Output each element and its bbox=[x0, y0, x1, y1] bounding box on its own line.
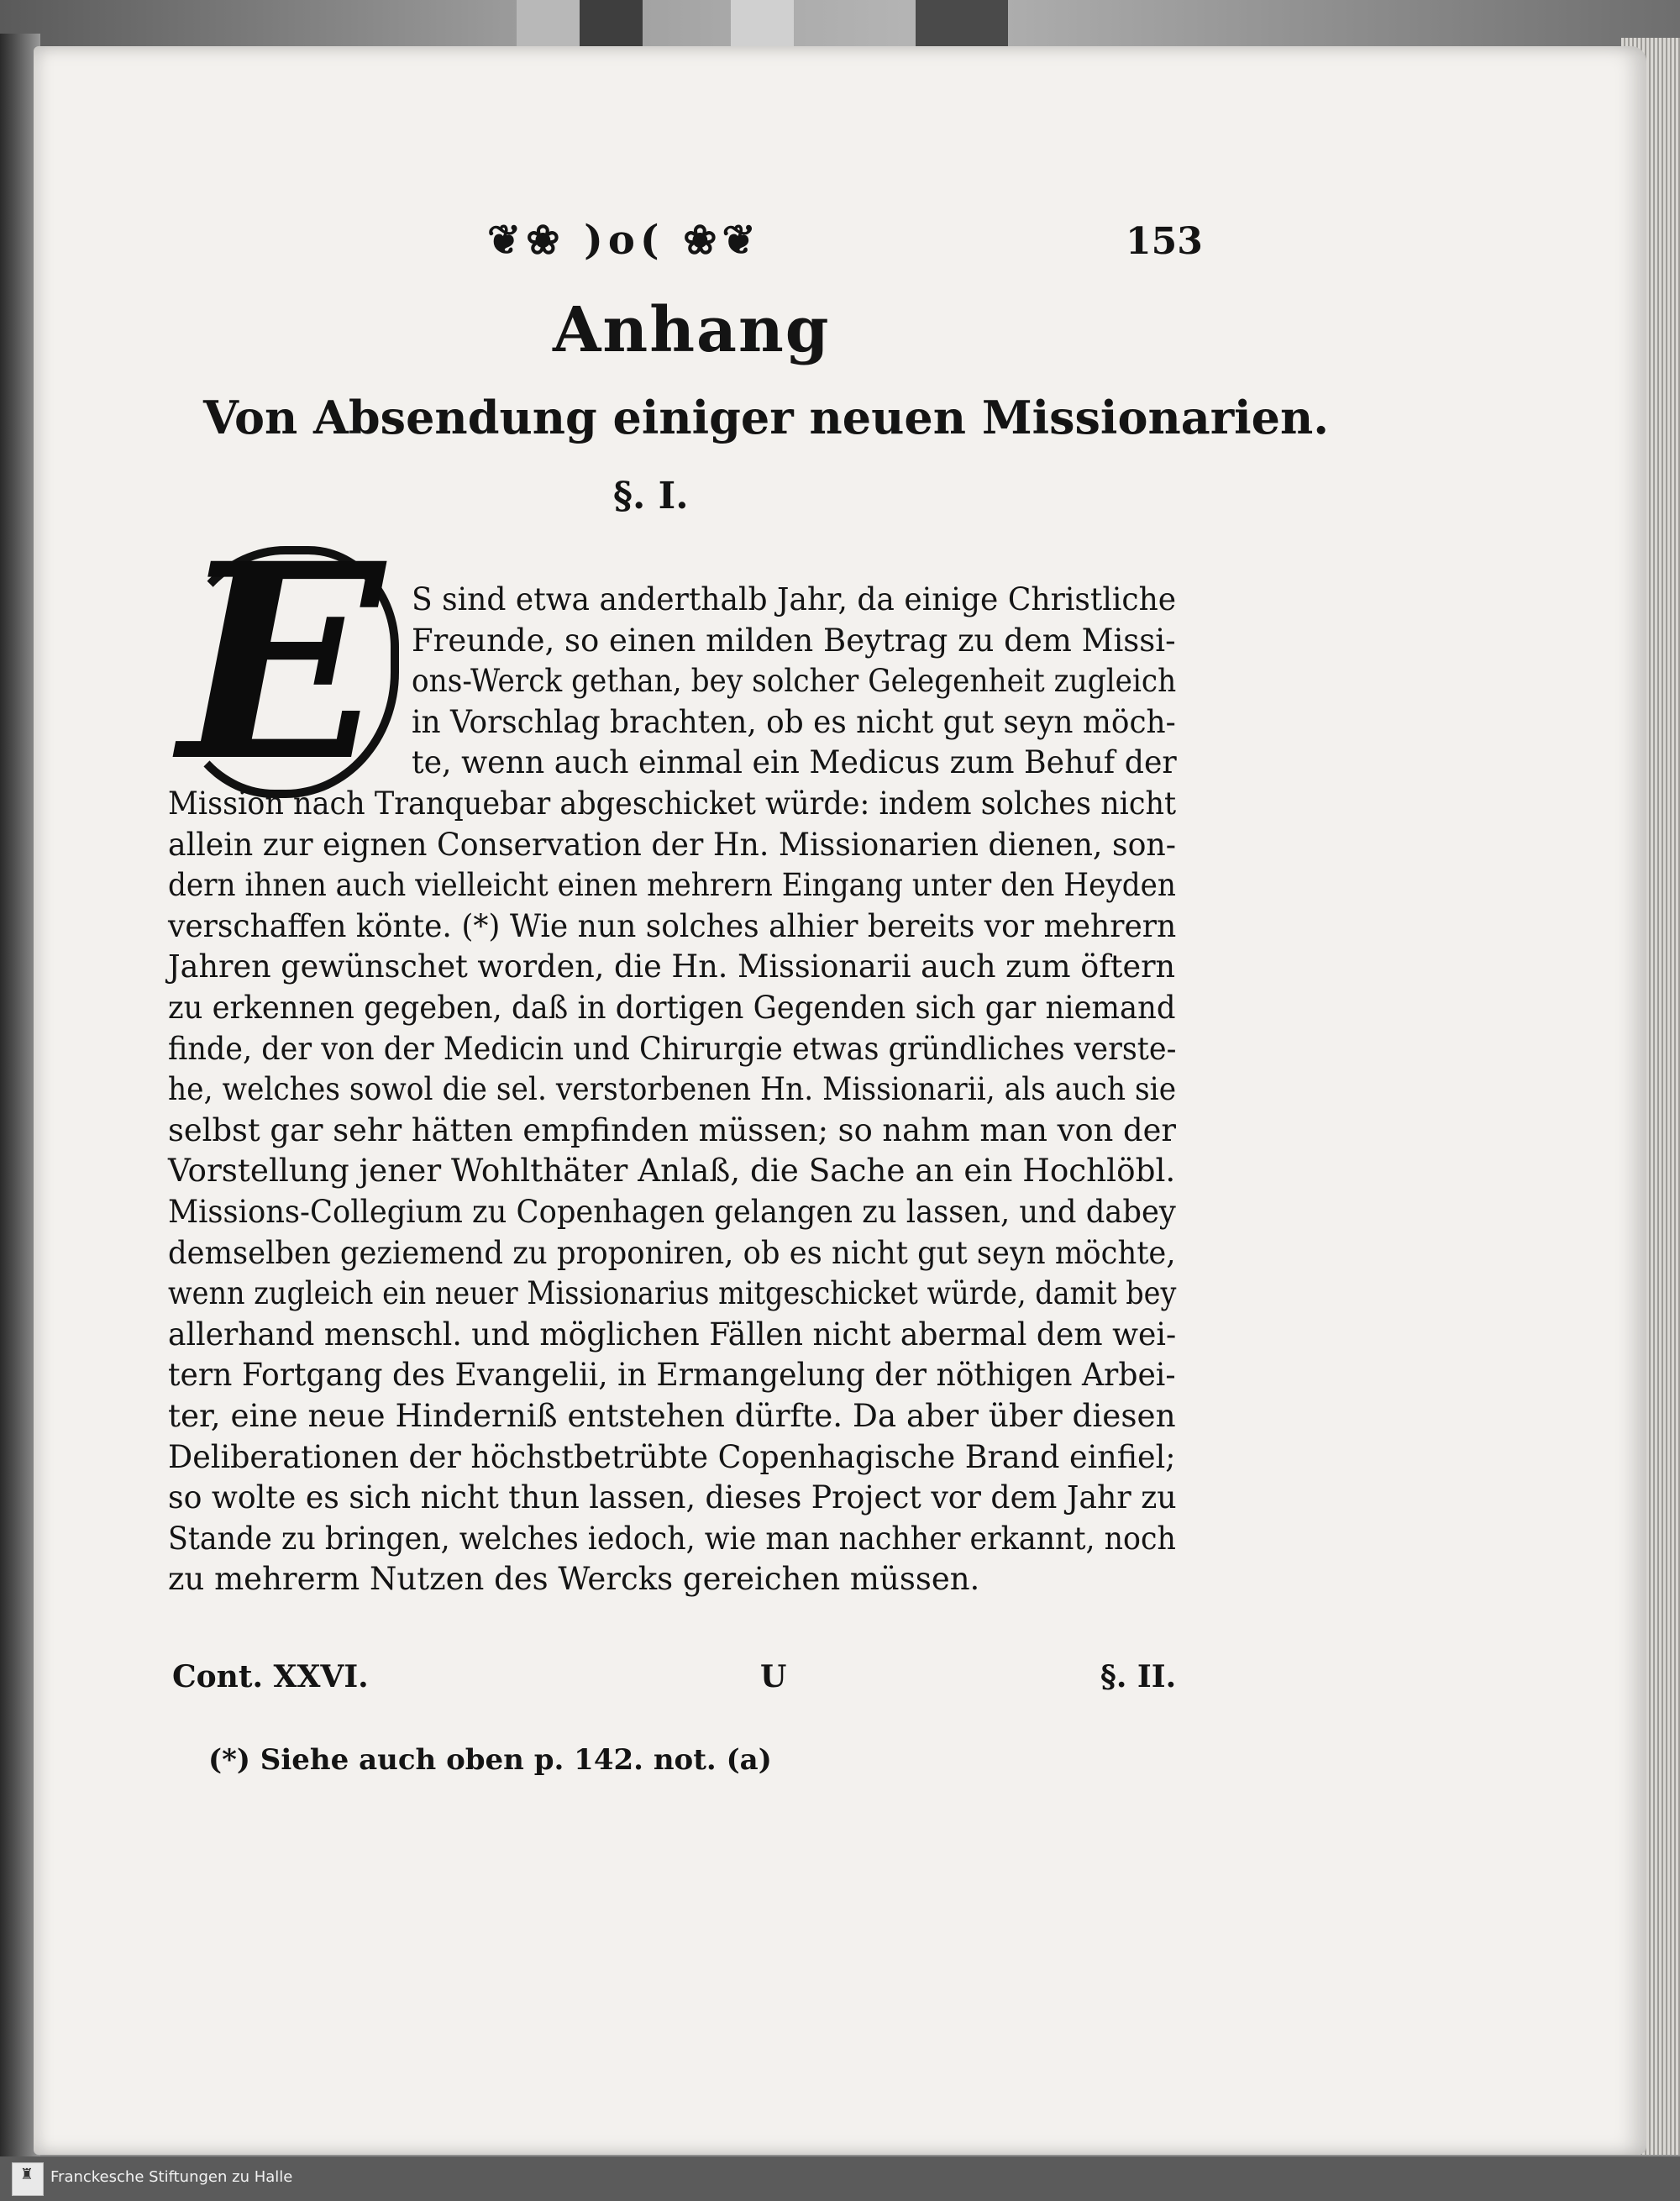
signature-letter: U bbox=[760, 1659, 787, 1694]
running-head: ❦❀ )o( ❀❦ bbox=[487, 217, 761, 264]
body-line: dern ihnen auch vielleicht einen mehrern Eingang unter den Heyden bbox=[168, 867, 1176, 904]
body-line: wenn zugleich ein neuer Missionarius mitgeschicket würde, damit bey bbox=[168, 1275, 1177, 1312]
chapter-subheading: Von Absendung einiger neuen Missionarien. bbox=[203, 391, 1330, 444]
body-line: tern Fortgang des Evangelii, in Ermangelung der nöthigen Arbei- bbox=[168, 1357, 1176, 1394]
body-line: Stande zu bringen, welches iedoch, wie man nachher erkannt, noch bbox=[168, 1520, 1176, 1557]
calibration-patch bbox=[916, 0, 1008, 52]
body-line: zu mehrerm Nutzen des Wercks gereichen müssen. bbox=[168, 1561, 980, 1598]
calibration-patch bbox=[517, 0, 580, 52]
chapter-heading: Anhang bbox=[553, 294, 831, 366]
body-line: so wolte es sich nicht thun lassen, dieses Project vor dem Jahr zu bbox=[168, 1479, 1177, 1516]
body-line: Jahren gewünschet worden, die Hn. Missionarii auch zum öftern bbox=[168, 948, 1176, 985]
calibration-patch bbox=[580, 0, 643, 52]
body-line: demselben geziemend zu proponiren, ob es nicht gut seyn möchte, bbox=[168, 1234, 1176, 1271]
institution-name: Franckesche Stiftungen zu Halle bbox=[50, 2168, 293, 2186]
body-line: Vorstellung jener Wohlthäter Anlaß, die Sache an ein Hochlöbl. bbox=[168, 1153, 1176, 1190]
scanner-top-strip bbox=[0, 0, 1680, 52]
body-line: allerhand menschl. und möglichen Fällen nicht abermal dem wei- bbox=[168, 1316, 1177, 1353]
body-line: S sind etwa anderthalb Jahr, da einige Christliche bbox=[412, 581, 1177, 617]
calibration-patch bbox=[731, 0, 794, 52]
body-line: in Vorschlag brachten, ob es nicht gut seyn möch- bbox=[412, 703, 1176, 740]
signature-mark: Cont. XXVI. bbox=[172, 1659, 369, 1694]
body-line: ons-Werck gethan, bey solcher Gelegenheit zugleich bbox=[412, 663, 1177, 700]
catchword: §. II. bbox=[1100, 1659, 1177, 1694]
body-line: Missions-Collegium zu Copenhagen gelangen zu lassen, und dabey bbox=[168, 1194, 1176, 1230]
decorated-initial-letter: E bbox=[179, 506, 384, 821]
footnote: (*) Siehe auch oben p. 142. not. (a) bbox=[208, 1743, 772, 1777]
body-line: ter, eine neue Hinderniß entstehen dürfte. Da aber über diesen bbox=[168, 1398, 1176, 1434]
section-mark: §. I. bbox=[613, 475, 689, 517]
body-line: te, wenn auch einmal ein Medicus zum Behuf der bbox=[412, 744, 1177, 781]
body-line: Deliberationen der höchstbetrübte Copenhagische Brand einfiel; bbox=[168, 1438, 1176, 1475]
body-line: allein zur eignen Conservation der Hn. Missionarien dienen, son- bbox=[168, 826, 1177, 863]
body-line: he, welches sowol die sel. verstorbenen Hn. Missionarii, als auch sie bbox=[168, 1071, 1177, 1108]
body-line: selbst gar sehr hätten empfinden müssen; so nahm man von der bbox=[168, 1111, 1177, 1148]
body-line: Freunde, so einen milden Beytrag zu dem Missi- bbox=[412, 622, 1176, 659]
body-line: verschaffen könte. (*) Wie nun solches alhier bereits vor mehrern bbox=[168, 907, 1177, 944]
body-line: Mission nach Tranquebar abgeschicket würde: indem solches nicht bbox=[168, 785, 1177, 822]
institution-logo-glyph: ♜ bbox=[19, 2166, 34, 2183]
page-number: 153 bbox=[1126, 220, 1203, 263]
body-line: zu erkennen gegeben, daß in dortigen Gegenden sich gar niemand bbox=[168, 990, 1176, 1026]
body-line: finde, der von der Medicin und Chirurgie etwas gründliches verste- bbox=[168, 1030, 1177, 1067]
